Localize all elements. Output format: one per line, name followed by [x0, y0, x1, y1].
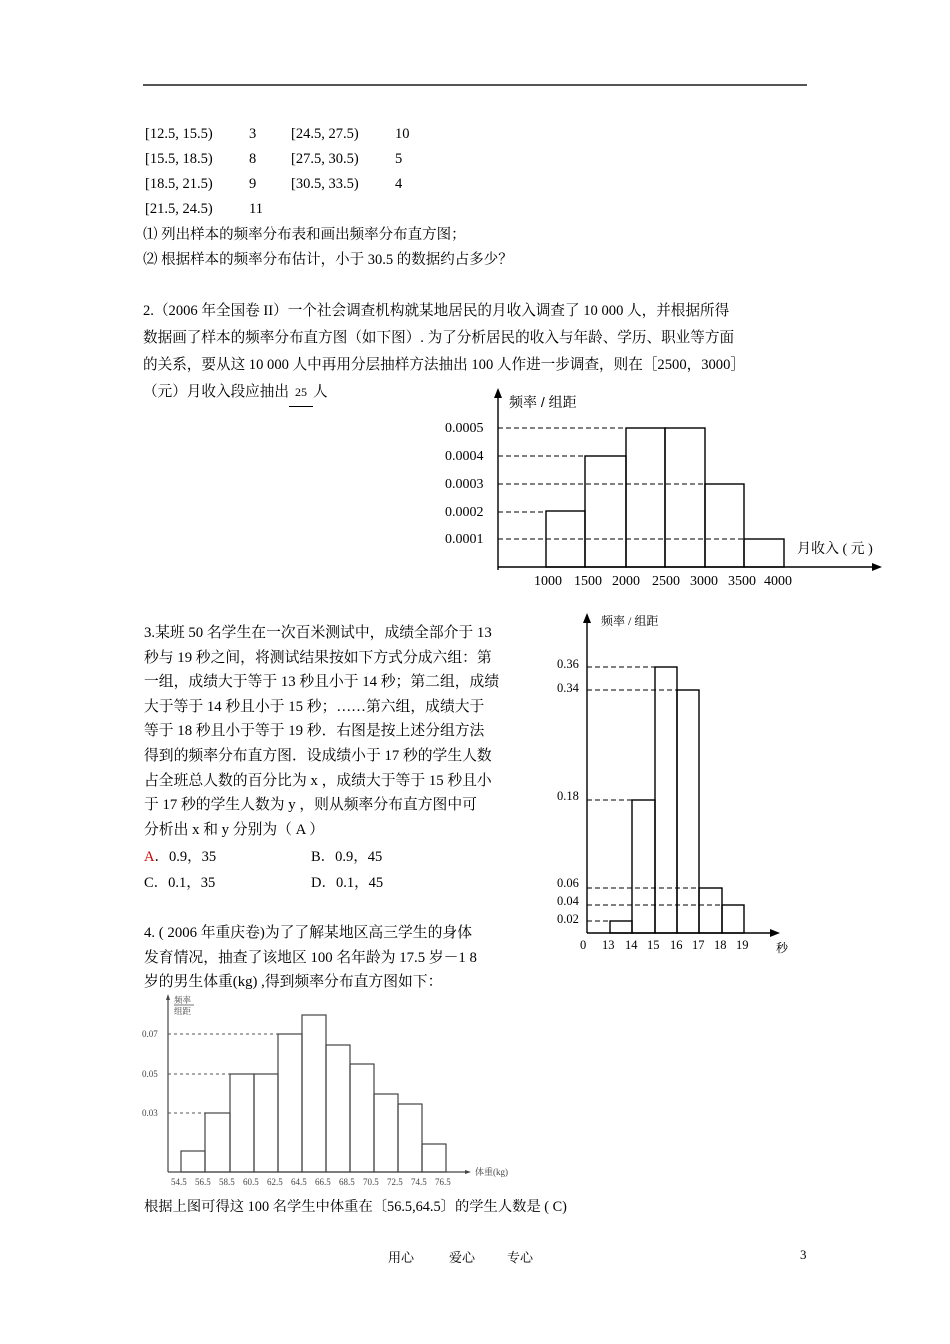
interval: [21.5, 24.5)	[145, 201, 213, 217]
svg-text:频率: 频率	[174, 995, 192, 1005]
q4-question: 根据上图可得这 100 名学生中体重在〔56.5,64.5〕的学生人数是 ( C)	[144, 1199, 567, 1215]
svg-text:0.0005: 0.0005	[445, 421, 484, 436]
footer-motto-3: 专心	[507, 1250, 534, 1265]
interval: [18.5, 21.5)	[145, 176, 213, 192]
svg-text:70.5: 70.5	[363, 1177, 379, 1187]
count: 4	[395, 176, 403, 192]
svg-text:66.5: 66.5	[315, 1177, 331, 1187]
svg-text:14: 14	[625, 938, 638, 952]
option-text: ．0.1，35	[153, 875, 216, 891]
svg-text:17: 17	[692, 938, 705, 952]
q3-line: 得到的频率分布直方图．设成绩小于 17 秒的学生人数	[144, 747, 492, 764]
count: 9	[249, 176, 257, 192]
svg-text:0.06: 0.06	[557, 876, 579, 890]
q3-option-a	[144, 845, 216, 869]
table-row	[145, 126, 545, 151]
svg-text:3500: 3500	[728, 574, 756, 589]
svg-text:68.5: 68.5	[339, 1177, 355, 1187]
header-rule	[143, 84, 807, 86]
q1-sub-question-2: ⑵ 根据样本的频率分布估计，小于 30.5 的数据约占多少？	[143, 252, 513, 268]
q2-suffix: 人	[312, 384, 328, 400]
svg-text:16: 16	[670, 938, 683, 952]
footer-motto-1: 用心	[388, 1250, 415, 1265]
svg-text:0.0003: 0.0003	[445, 477, 484, 492]
svg-text:56.5: 56.5	[195, 1177, 211, 1187]
option-text: ．0.9，45	[320, 849, 383, 865]
svg-text:18: 18	[714, 938, 727, 952]
svg-text:1000: 1000	[534, 574, 562, 589]
svg-text:体重(kg): 体重(kg)	[475, 1167, 508, 1177]
svg-text:4000: 4000	[764, 574, 792, 589]
svg-text:0.18: 0.18	[557, 789, 579, 803]
svg-text:组距: 组距	[174, 1006, 192, 1016]
count: 10	[395, 126, 410, 142]
option-text: ．0.1，45	[321, 875, 384, 891]
svg-text:64.5: 64.5	[291, 1177, 307, 1187]
q2-line: 的关系，要从这 10 000 人中再用分层抽样方法抽出 100 人作进一步调查，则在［2500，3000］	[143, 357, 745, 373]
option-text: ．0.9，35	[154, 849, 217, 865]
q3-text	[144, 621, 554, 842]
q3-line: 大于等于 14 秒且小于 15 秒；……第六组，成绩大于	[144, 698, 485, 715]
q3-line: 3.某班 50 名学生在一次百米测试中，成绩全部介于 13	[144, 625, 492, 641]
q3-line: 分析出 x 和 y 分别为（ A ）	[144, 821, 325, 838]
q3-line: 于 17 秒的学生人数为 y ，则从频率分布直方图中可	[144, 797, 477, 814]
count: 8	[249, 151, 257, 167]
svg-text:频率 / 组距: 频率 / 组距	[601, 614, 659, 628]
count: 3	[249, 126, 257, 142]
svg-text:19: 19	[736, 938, 749, 952]
svg-text:0.04: 0.04	[557, 894, 579, 908]
option-letter: C	[144, 875, 154, 891]
svg-text:74.5: 74.5	[411, 1177, 427, 1187]
table-row	[145, 176, 545, 201]
svg-text:54.5: 54.5	[171, 1177, 187, 1187]
svg-text:13: 13	[602, 938, 615, 952]
interval: [15.5, 18.5)	[145, 151, 213, 167]
svg-text:62.5: 62.5	[267, 1177, 283, 1187]
svg-text:频率 / 组距: 频率 / 组距	[509, 394, 577, 410]
svg-text:1500: 1500	[574, 574, 602, 589]
q3-line: 等于 18 秒且小于等于 19 秒．右图是按上述分组方法	[144, 723, 485, 740]
q1-data-table	[145, 126, 545, 226]
svg-text:2000: 2000	[612, 574, 640, 589]
option-letter: A	[144, 849, 155, 865]
footer-motto-2: 爱心	[449, 1250, 476, 1265]
q2-line: 数据画了样本的频率分布直方图（如下图）. 为了分析居民的收入与年龄、学历、职业等方面	[143, 330, 735, 346]
svg-text:月收入 ( 元 ): 月收入 ( 元 )	[797, 542, 873, 557]
svg-text:0.34: 0.34	[557, 681, 579, 695]
q3-line: 一组，成绩大于等于 13 秒且小于 14 秒；第二组，成绩	[144, 674, 500, 691]
interval: [30.5, 33.5)	[291, 176, 359, 192]
svg-text:0.0004: 0.0004	[445, 449, 484, 464]
svg-text:60.5: 60.5	[243, 1177, 259, 1187]
option-letter: B	[311, 849, 321, 865]
svg-text:0.05: 0.05	[142, 1069, 158, 1079]
q3-option-c	[144, 871, 215, 895]
income-histogram	[430, 385, 900, 595]
svg-text:3000: 3000	[690, 574, 718, 589]
q3-option-b	[311, 845, 382, 869]
svg-text:15: 15	[647, 938, 660, 952]
svg-text:0.0001: 0.0001	[445, 532, 484, 547]
interval: [12.5, 15.5)	[145, 126, 213, 142]
q2-answer-blank: 25	[289, 379, 313, 407]
svg-text:76.5: 76.5	[435, 1177, 451, 1187]
q3-option-d	[311, 871, 383, 895]
q4-line: 发育情况，抽查了该地区 100 名年龄为 17.5 岁－1 8	[144, 949, 477, 966]
count: 5	[395, 151, 403, 167]
svg-text:2500: 2500	[652, 574, 680, 589]
count: 11	[249, 201, 263, 217]
svg-text:0.02: 0.02	[557, 912, 579, 926]
svg-text:0.03: 0.03	[142, 1108, 158, 1118]
q3-line: 占全班总人数的百分比为 x ，成绩大于等于 15 秒且小	[144, 772, 492, 789]
q1-sub-question-1: ⑴ 列出样本的频率分布表和画出频率分布直方图；	[143, 227, 466, 243]
sprint-time-histogram	[550, 600, 800, 960]
svg-text:秒: 秒	[776, 941, 789, 955]
svg-text:58.5: 58.5	[219, 1177, 235, 1187]
svg-text:0.36: 0.36	[557, 657, 579, 671]
interval: [24.5, 27.5)	[291, 126, 359, 142]
svg-text:0.0002: 0.0002	[445, 505, 484, 520]
svg-text:0: 0	[580, 938, 587, 952]
option-letter: D	[311, 875, 322, 891]
q2-prefix: （元）月收入段应抽出	[143, 384, 289, 400]
page-number: 3	[800, 1247, 807, 1262]
weight-histogram	[140, 990, 530, 1190]
interval: [27.5, 30.5)	[291, 151, 359, 167]
svg-text:72.5: 72.5	[387, 1177, 403, 1187]
q4-line: 4. ( 2006 年重庆卷)为了了解某地区高三学生的身体	[144, 925, 472, 941]
q2-line: 2.（2006 年全国卷 II）一个社会调查机构就某地居民的月收入调查了 10 000 人，并根据所得	[143, 303, 730, 319]
q4-line: 岁的男生体重(kg) ,得到频率分布直方图如下：	[144, 974, 443, 990]
q3-line: 秒与 19 秒之间，将测试结果按如下方式分成六组：第	[144, 649, 492, 666]
svg-text:0.07: 0.07	[142, 1029, 158, 1039]
table-row	[145, 151, 545, 176]
q4-text	[144, 921, 554, 995]
